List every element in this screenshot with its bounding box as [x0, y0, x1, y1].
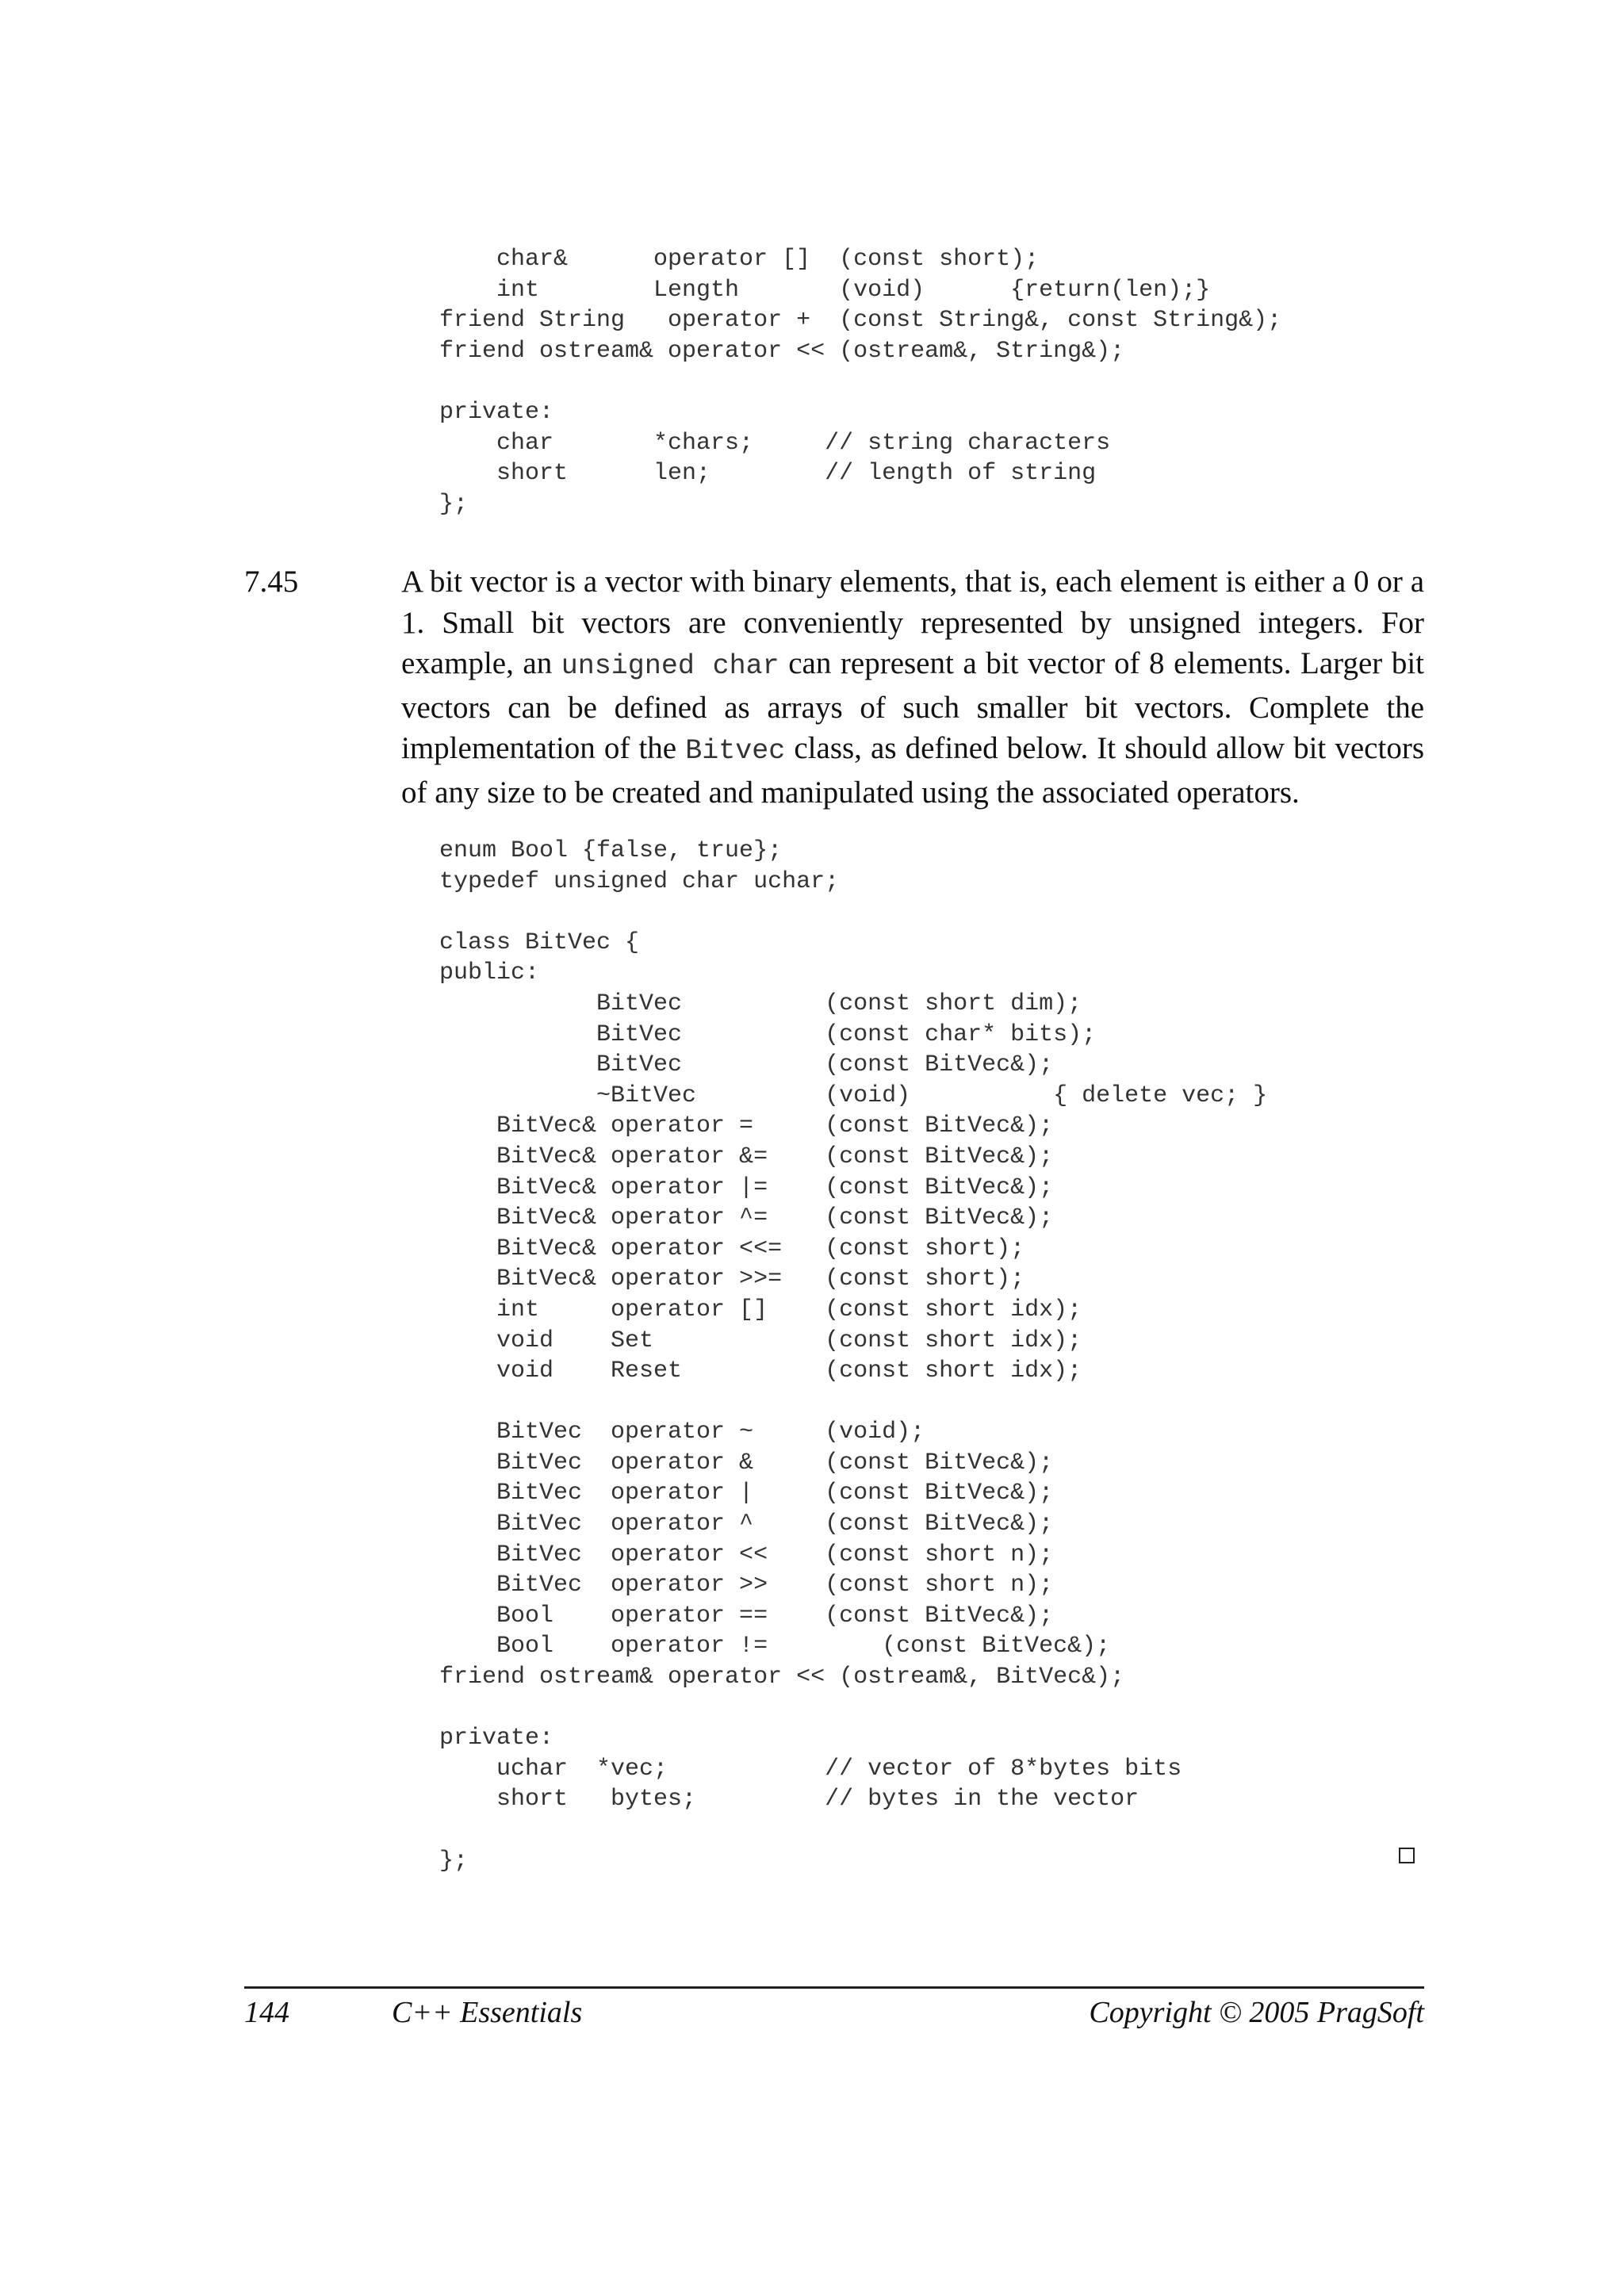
exercise-text-part-1: A bit vector is a vector with binary elements, that is, each element is either a 0 or a 1. Small bit vectors are conveniently represented by unsigned integers. For example, an	[401, 565, 1424, 680]
inline-code-bitvec: Bitvec	[685, 735, 786, 767]
footer-copyright: Copyright © 2005 PragSoft	[1089, 1996, 1424, 2029]
footer-rule	[244, 1986, 1424, 1989]
exercise-text	[401, 561, 1424, 813]
code-block-string-class-end: char& operator [] (const short); int Length (void) {return(len);} friend String operator + (const String&, const String&); friend ostream& operator << (ostream&, String&); private: char *chars; // string characters short len; // length of string };	[439, 246, 1282, 518]
exercise-number: 7.45	[244, 565, 299, 599]
exercise-text-part-3: class, as defined below. It should allow bit vectors of any size to be created and manipulated using the associated operators.	[401, 731, 1424, 810]
exercise-text-part-2: can represent a bit vector of 8 elements. Larger bit vectors can be defined as arrays of such smaller bit vectors. Complete the implementation of the	[401, 646, 1424, 765]
code-block-bitvec-class: enum Bool {false, true}; typedef unsigned char uchar; class BitVec { public: BitVec (const short dim); BitVec (const char* bits); BitVec (const BitVec&); ~BitVec (void) { delete vec; } BitVec& operator = (const BitVec&); BitVec& operator &= (const BitVec&); BitVec& operator |= (const BitVec&); BitVec& operator ^= (const BitVec&); BitVec& operator <<= (const short); BitVec& operator >>= (const short); int operator [] (const short idx); void Set (const short idx); void Reset (const short idx); BitVec operator ~ (void); BitVec operator & (const BitVec&); BitVec operator | (const BitVec&); BitVec operator ^ (const BitVec&); BitVec operator << (const short n); BitVec operator >> (const short n); Bool operator == (const BitVec&); Bool operator != (const BitVec&); friend ostream& operator << (ostream&, BitVec&); private: uchar *vec; // vector of 8*bytes bits short bytes; // bytes in the vector };	[439, 837, 1268, 1875]
footer-book-title: C++ Essentials	[392, 1996, 583, 2029]
end-of-exercise-box-icon	[1399, 1848, 1415, 1863]
footer-page-number: 144	[244, 1996, 289, 2029]
inline-code-unsigned-char: unsigned char	[561, 650, 779, 682]
